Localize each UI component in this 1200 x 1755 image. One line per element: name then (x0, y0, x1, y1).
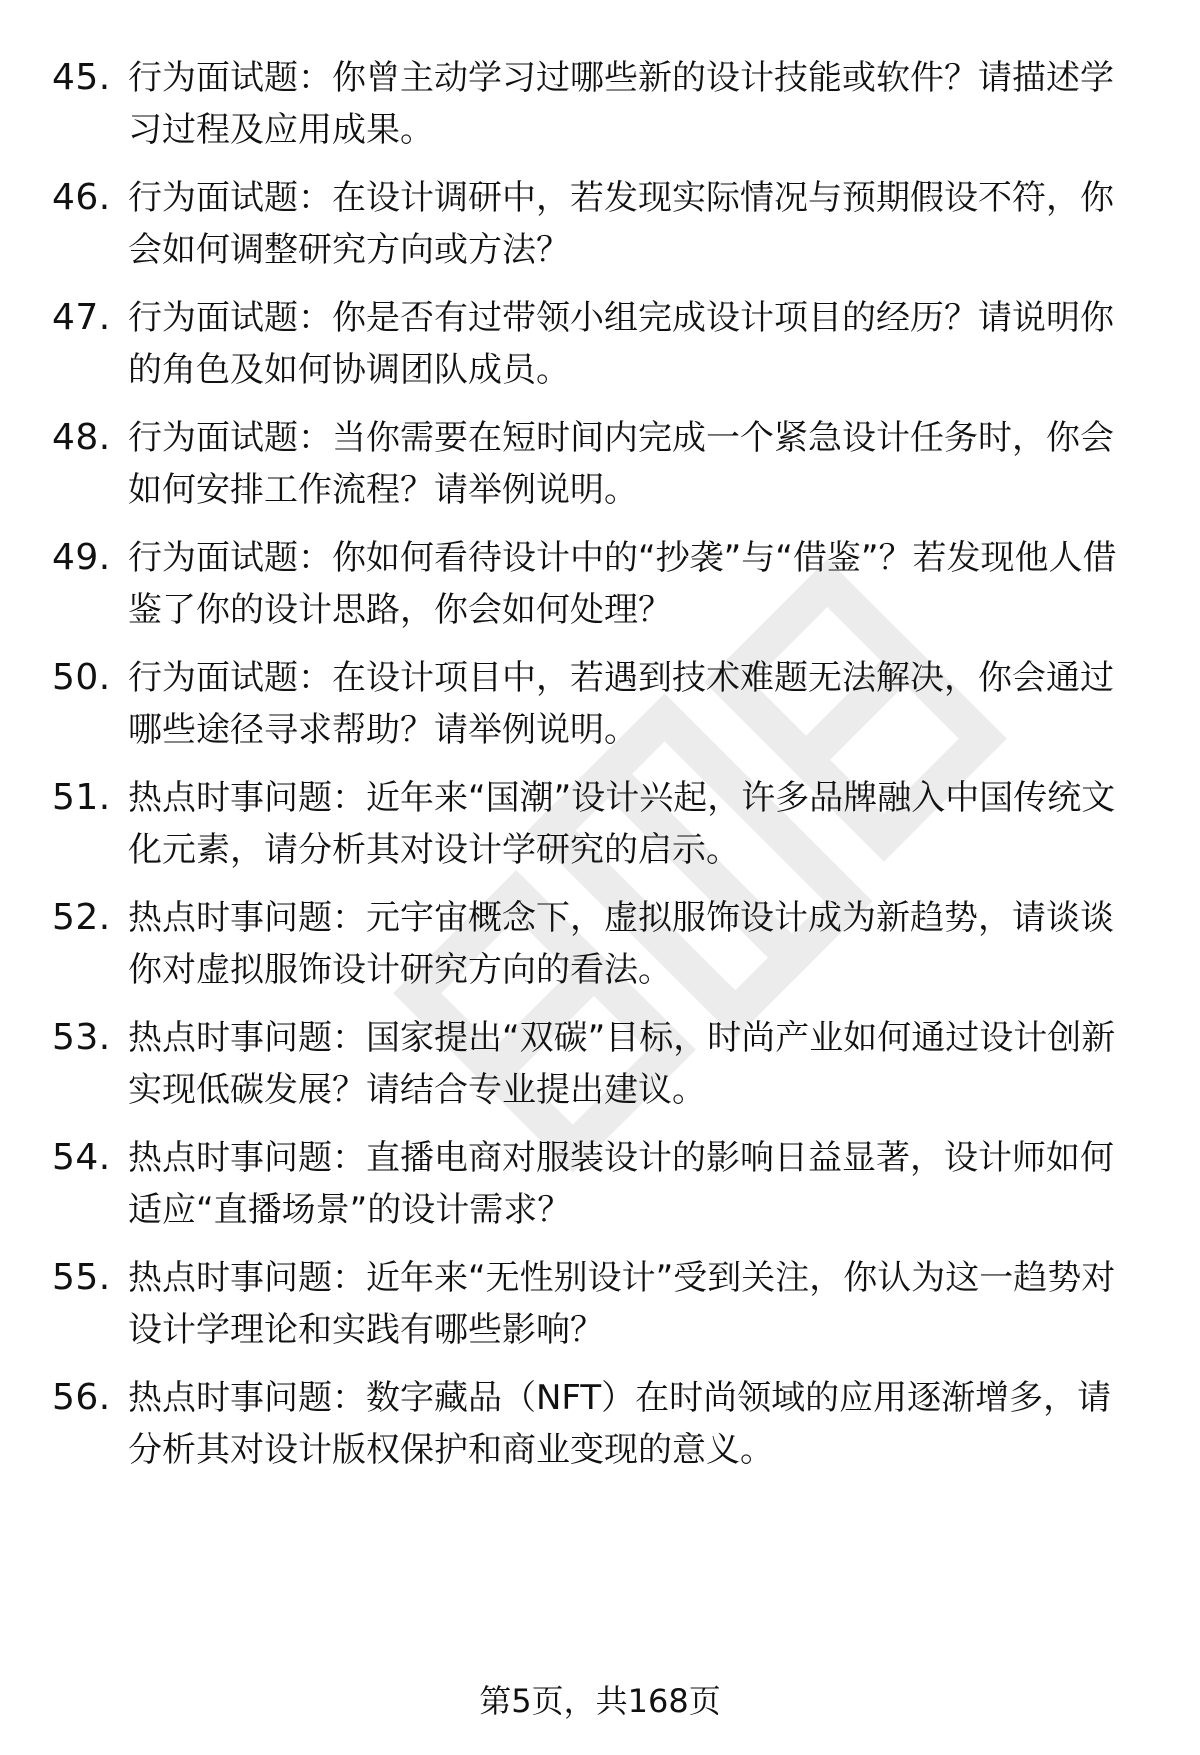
page-number-footer: 第5页，共168页 (479, 1682, 721, 1720)
question-text: 行为面试题：在设计调研中，若发现实际情况与预期假设不符，你会如何调整研究方向或方法？ (128, 178, 1114, 270)
question-text: 热点时事问题：近年来“无性别设计”受到关注，你认为这一趋势对设计学理论和实践有哪些影响？ (128, 1258, 1116, 1350)
question-text: 热点时事问题：近年来“国潮”设计兴起，许多品牌融入中国传统文化元素，请分析其对设计学研究的启示。 (128, 778, 1116, 870)
question-text: 热点时事问题：元宇宙概念下，虚拟服饰设计成为新趋势，请谈谈你对虚拟服饰设计研究方向的看法。 (128, 898, 1114, 990)
question-number: 52. (52, 897, 111, 938)
question-number: 54. (52, 1137, 111, 1178)
question-number: 45. (52, 57, 111, 98)
question-number: 48. (52, 417, 111, 458)
question-text: 行为面试题：在设计项目中，若遇到技术难题无法解决，你会通过哪些途径寻求帮助？请举例说明。 (128, 658, 1114, 750)
question-number: 46. (52, 177, 111, 218)
question-text: 行为面试题：你如何看待设计中的“抄袭”与“借鉴”？若发现他人借鉴了你的设计思路，你会如何处理？ (128, 538, 1117, 630)
question-number: 50. (52, 657, 111, 698)
question-text: 行为面试题：当你需要在短时间内完成一个紧急设计任务时，你会如何安排工作流程？请举例说明。 (128, 418, 1114, 510)
question-text: 行为面试题：你是否有过带领小组完成设计项目的经历？请说明你的角色及如何协调团队成员。 (128, 298, 1114, 390)
question-number: 49. (52, 537, 111, 578)
question-number: 51. (52, 777, 111, 818)
question-text: 行为面试题：你曾主动学习过哪些新的设计技能或软件？请描述学习过程及应用成果。 (128, 58, 1114, 150)
question-text: 热点时事问题：数字藏品（NFT）在时尚领域的应用逐渐增多，请分析其对设计版权保护和商业变现的意义。 (128, 1378, 1112, 1470)
question-text: 热点时事问题：直播电商对服装设计的影响日益显著，设计师如何适应“直播场景”的设计需求？ (128, 1138, 1114, 1230)
question-number: 47. (52, 297, 111, 338)
question-number: 53. (52, 1017, 111, 1058)
question-text: 热点时事问题：国家提出“双碳”目标，时尚产业如何通过设计创新实现低碳发展？请结合专业提出建议。 (128, 1018, 1116, 1110)
question-number: 56. (52, 1377, 111, 1418)
question-number: 55. (52, 1257, 111, 1298)
